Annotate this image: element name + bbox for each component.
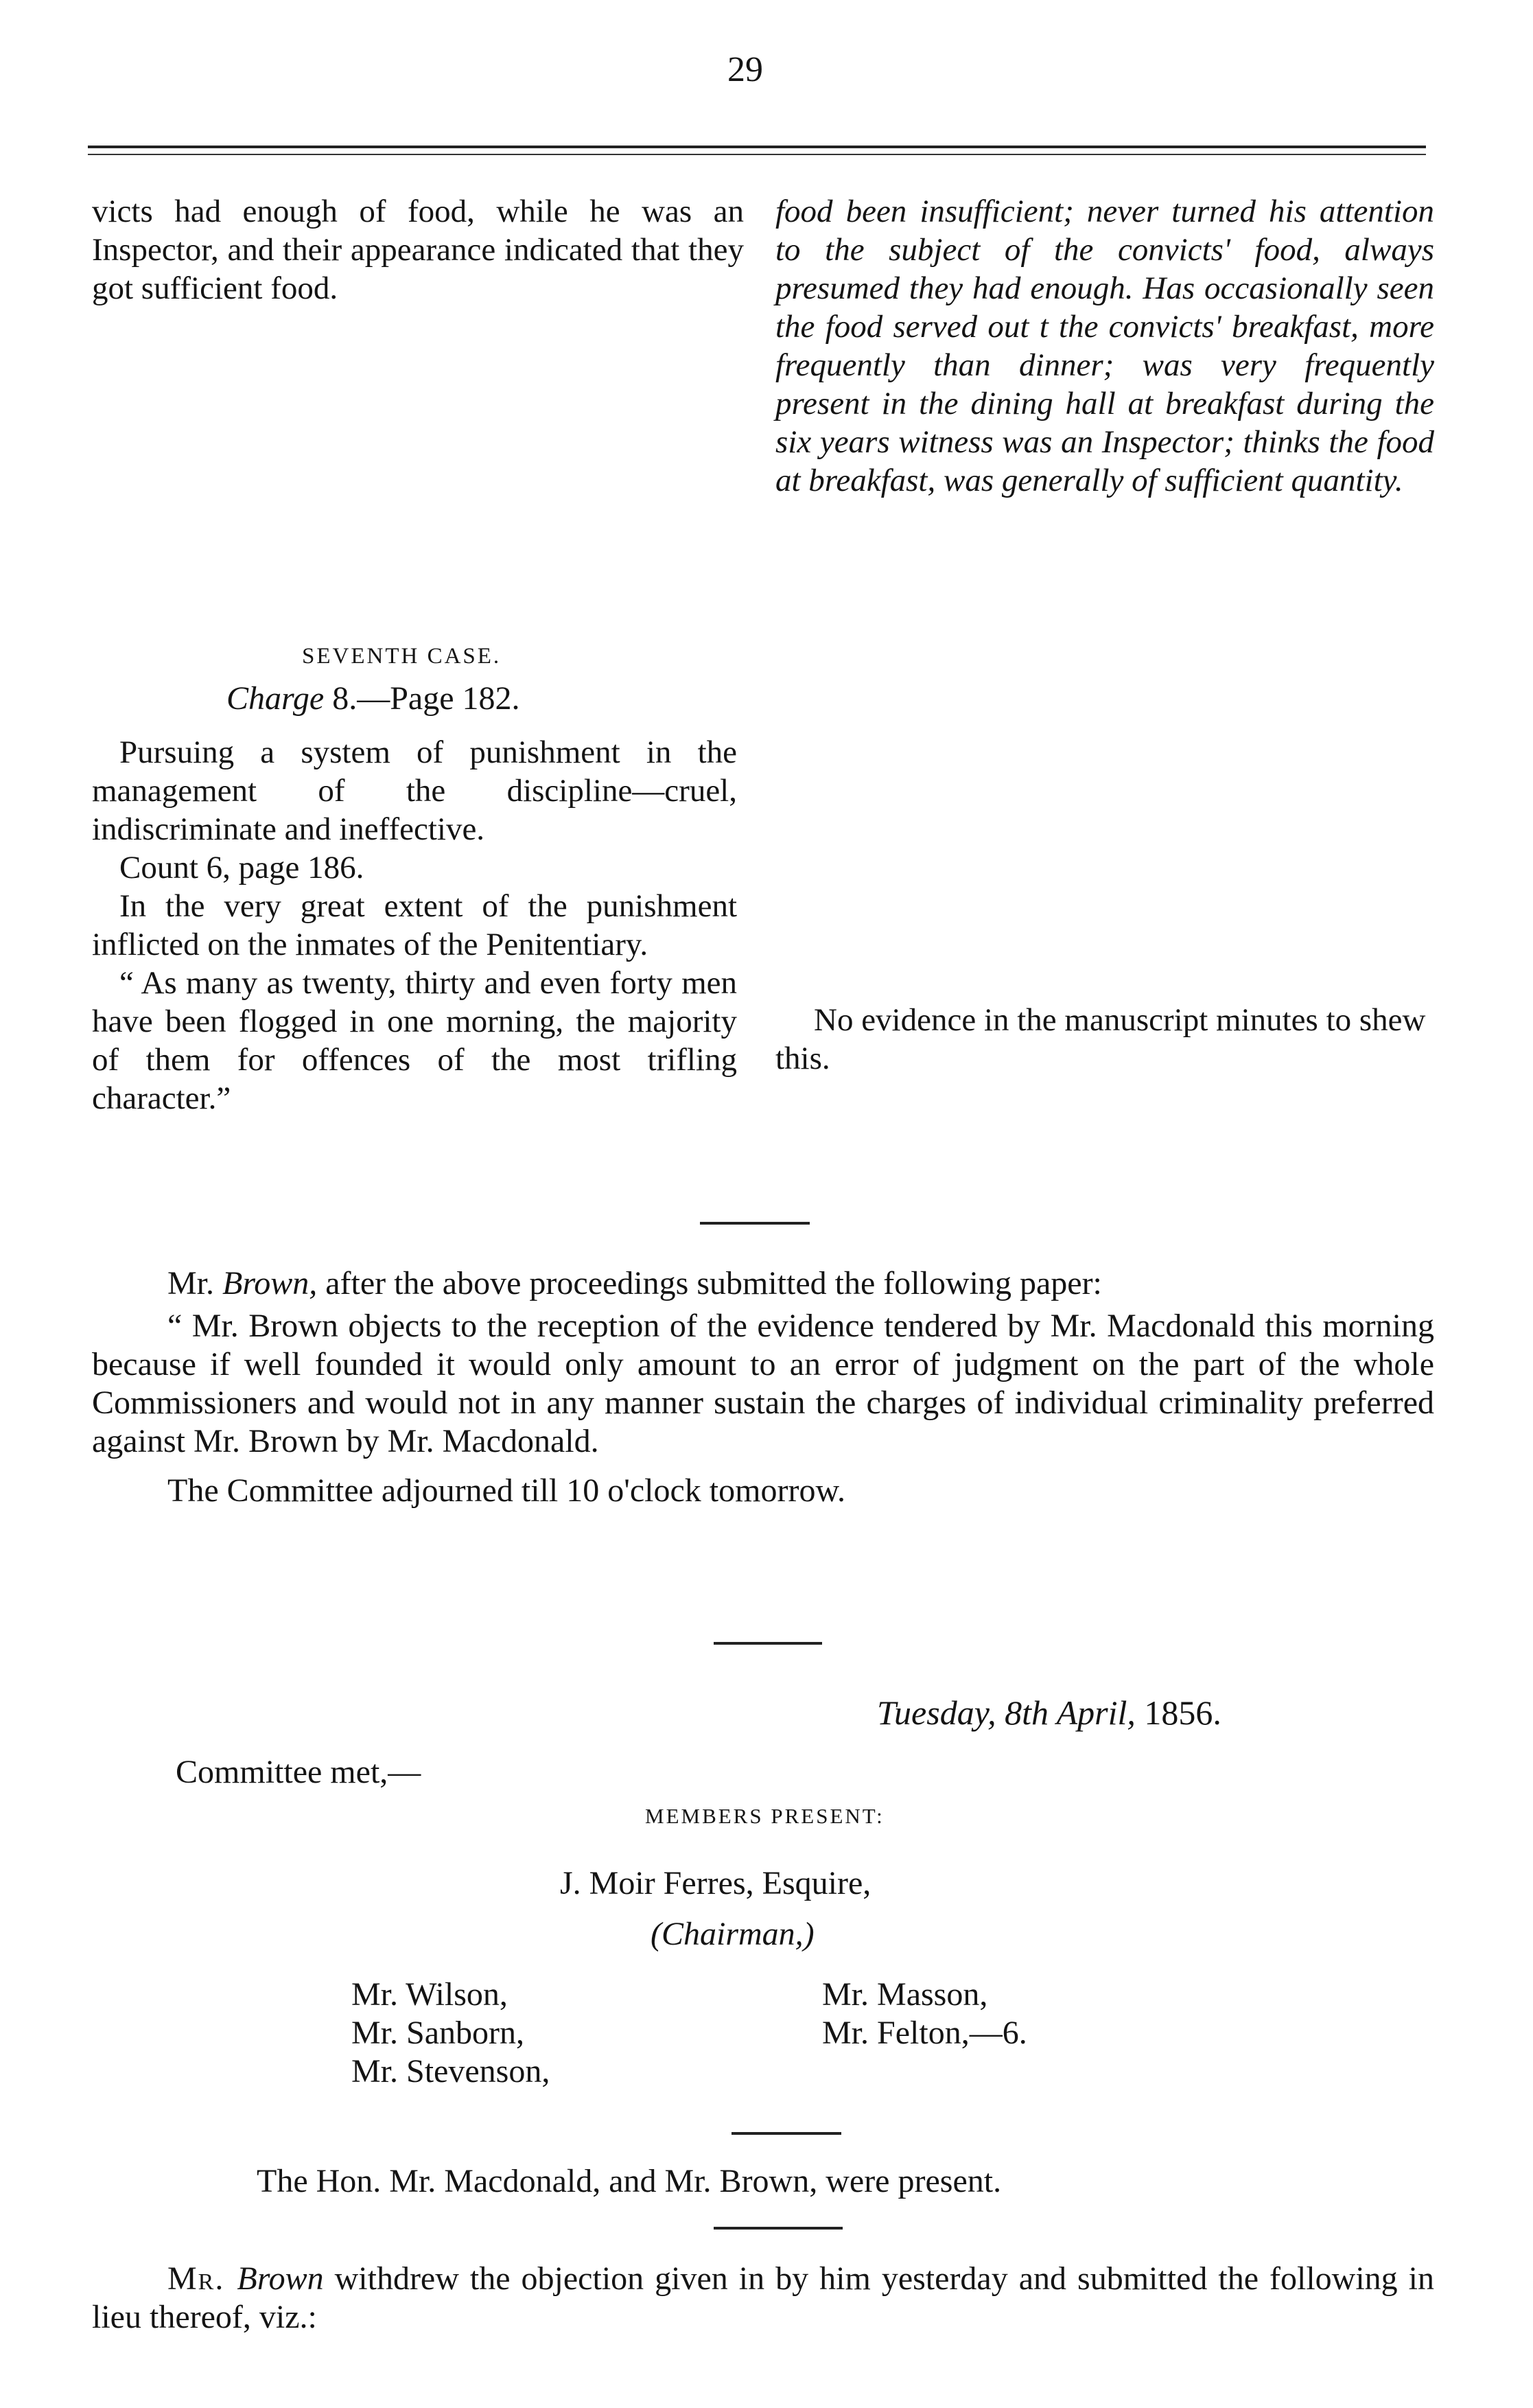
section-rule-3	[732, 2132, 841, 2135]
section-rule-4	[714, 2227, 843, 2230]
charge-page: 8.—Page 182.	[324, 680, 520, 717]
charge-label: Charge	[226, 680, 325, 717]
proceedings-intro	[92, 1264, 1434, 1303]
proceedings-block	[92, 1264, 1434, 1510]
brown-name: Brown,	[222, 1265, 318, 1301]
withdrawal-text	[92, 2260, 1434, 2337]
charge-text: Pursuing a system of punishment in the management of the discipline—cruel, indiscriminate and ineffective.	[92, 734, 737, 847]
attendance-note: The Hon. Mr. Macdonald, and Mr. Brown, were present.	[257, 2163, 1002, 2199]
case-response	[775, 1001, 1434, 1078]
member-name: Mr. Felton,—6.	[822, 2015, 1027, 2051]
section-rule	[700, 1222, 810, 1225]
chairman-role: (Chairman,)	[651, 1916, 815, 1952]
right-column-minutes	[775, 192, 1434, 500]
charge-line	[226, 680, 520, 717]
chairman-name: J. Moir Ferres, Esquire,	[560, 1865, 871, 1901]
objection-paper: “ Mr. Brown objects to the reception of the evidence tendered by Mr. Macdonald this morning because if well founded it would only amount to an error of judgment on the part of the whole Commissioners and would not in any manner sustain the charges of individual criminality preferred against Mr. Brown by Mr. Macdonald.	[92, 1308, 1434, 1459]
member-name: Mr. Masson,	[822, 1976, 988, 2013]
member-name: Mr. Sanborn,	[351, 2015, 524, 2051]
mr-prefix-final: Mr.	[167, 2260, 237, 2297]
committee-met: Committee met,—	[176, 1754, 421, 1790]
continuation-text: victs had enough of food, while he was an Inspector, and their appearance indicated that they got sufficient food.	[92, 194, 744, 306]
date-year: 1856.	[1135, 1693, 1221, 1732]
members-list-right	[822, 1976, 1027, 2052]
meeting-date	[877, 1693, 1221, 1733]
member-name: Mr. Stevenson,	[351, 2053, 550, 2089]
case-heading: SEVENTH CASE.	[302, 644, 502, 669]
member-name: Mr. Wilson,	[351, 1976, 508, 2013]
members-heading: MEMBERS PRESENT:	[645, 1804, 885, 1828]
response-text: No evidence in the manuscript minutes to shew this.	[775, 1002, 1426, 1076]
charge-description	[92, 733, 737, 1118]
section-rule-2	[714, 1642, 822, 1645]
intro-rest: after the above proceedings submitted the following paper:	[317, 1265, 1102, 1301]
count-line: Count 6, page 186.	[119, 850, 364, 885]
quoted-charge: “ As many as twenty, thirty and even forty men have been flogged in one morning, the majority of them for offences of the most trifling character.”	[92, 965, 737, 1116]
header-rule	[88, 146, 1426, 148]
page-number: 29	[727, 50, 763, 89]
final-paragraph	[92, 2260, 1434, 2337]
members-list-left	[351, 1976, 550, 2091]
withdrawal-rest: withdrew the objection given in by him yesterday and submitted the following in lieu thereof, viz.:	[92, 2260, 1435, 2335]
count-text: In the very great extent of the punishment inflicted on the inmates of the Penitentiary.	[92, 888, 737, 962]
left-column-continuation	[92, 192, 744, 308]
mr-prefix: Mr.	[167, 1265, 223, 1301]
brown-name-final: Brown	[237, 2260, 324, 2297]
date-italic: Tuesday, 8th April,	[877, 1693, 1136, 1732]
minutes-text: food been insufficient; never turned his attention to the subject of the convicts' food, always presumed they had enough. Has occasionally seen the food served out t the convicts' breakfast, more frequently than dinner; was very frequently present in the dining hall at breakfast during the six years witness was an Inspector; thinks the food at breakfast, was generally of sufficient quantity.	[775, 194, 1434, 498]
header-rule-thin	[88, 154, 1426, 155]
adjournment: The Committee adjourned till 10 o'clock tomorrow.	[167, 1472, 845, 1509]
